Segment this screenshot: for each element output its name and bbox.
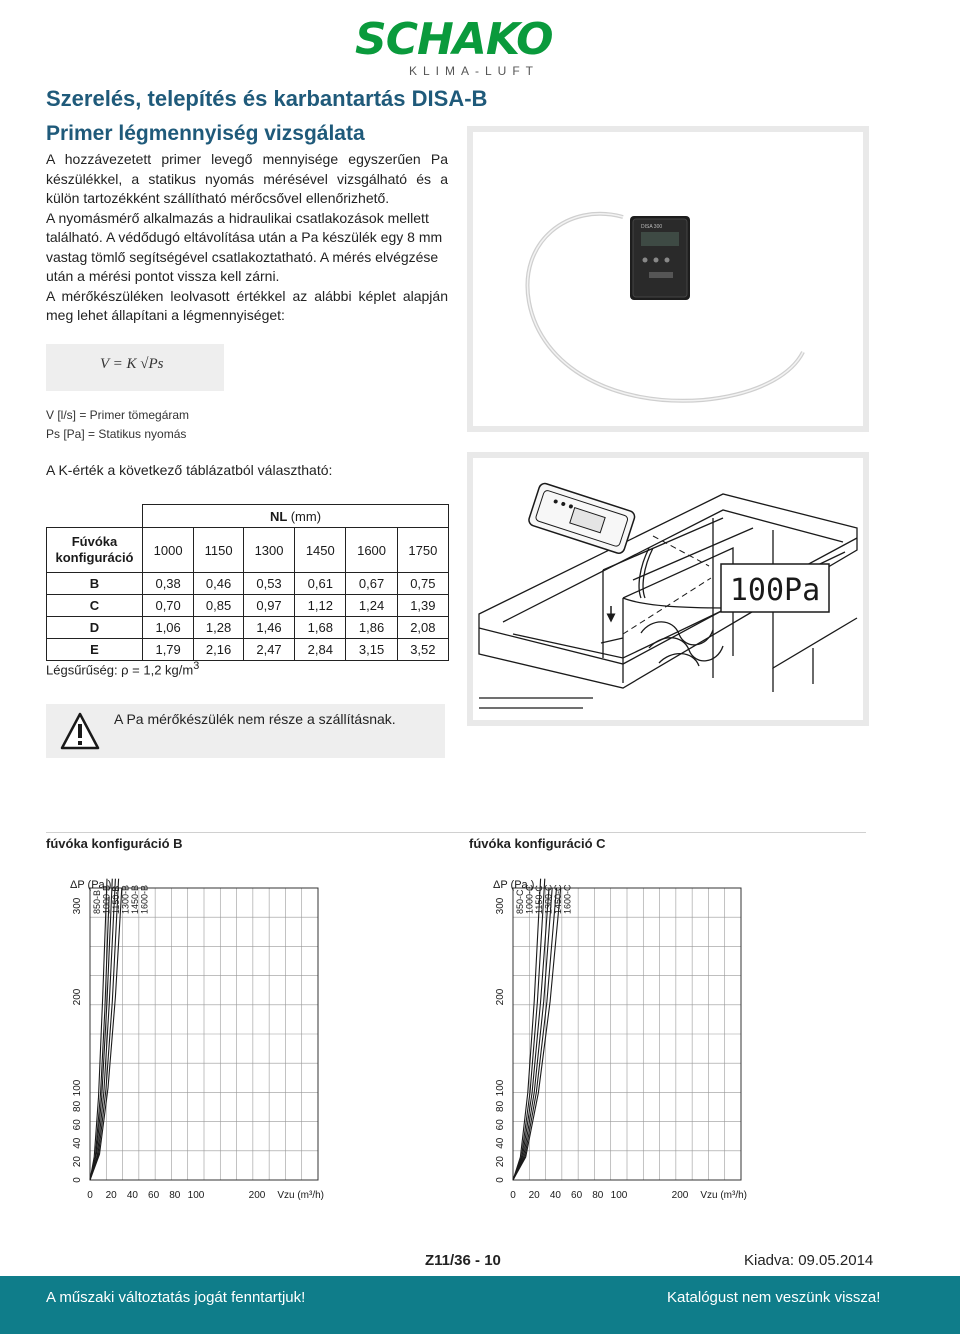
intro-paragraph: A mérőkészüléken leolvasott értékkel az alábbi képlet alapján meg lehet állapítani a légmennyiséget: xyxy=(46,287,448,323)
gauge-model-label: DISA 300 xyxy=(641,224,663,230)
row-label: D xyxy=(47,617,143,639)
grid xyxy=(513,888,741,1180)
definitions xyxy=(46,406,189,444)
table-cell: 0,46 xyxy=(194,573,244,595)
y-axis-label: ΔP (Pa.) xyxy=(70,879,112,891)
divider xyxy=(46,832,866,833)
y-tick-label: 40 xyxy=(495,1137,506,1149)
column-header: 1450 xyxy=(295,528,346,573)
series-label: 1450-B xyxy=(130,884,140,914)
pressure-gauge-image xyxy=(473,132,863,426)
nl-unit: (mm) xyxy=(290,508,322,524)
series-label: 1300-C xyxy=(543,884,554,914)
table-cell: 1,12 xyxy=(295,595,346,617)
column-header: 1150 xyxy=(194,528,244,573)
x-tick-label: 60 xyxy=(148,1190,160,1201)
section-title: Primer légmennyiség vizsgálata xyxy=(46,122,365,145)
x-tick-label: 200 xyxy=(671,1190,689,1201)
table-cell: 1,39 xyxy=(397,595,448,617)
table-cell: 1,86 xyxy=(346,617,397,639)
series-label: 1450-C xyxy=(553,884,563,914)
logo-subtitle: KLIMA-LUFT xyxy=(409,64,540,78)
row-label: C xyxy=(47,595,143,617)
row-label: E xyxy=(47,639,143,661)
warning-icon xyxy=(60,712,100,750)
series-label: 1150-C xyxy=(534,885,544,914)
x-tick-label: 80 xyxy=(592,1190,604,1201)
y-tick-label: 80 xyxy=(495,1100,506,1112)
x-tick-label: 200 xyxy=(248,1190,266,1201)
table-cell: 1,46 xyxy=(243,617,294,639)
logo-wordmark: SCHAKO xyxy=(355,14,553,65)
table-cell: 0,97 xyxy=(243,595,294,617)
table-cell: 0,38 xyxy=(143,573,194,595)
y-tick-label: 200 xyxy=(72,988,83,1006)
intro-text xyxy=(46,150,448,326)
y-tick-label: 100 xyxy=(495,1079,506,1097)
table-cell: 3,52 xyxy=(397,639,448,661)
k-value-intro: A K-érték a következő táblázatból választható: xyxy=(46,462,333,478)
page-number: Z11/36 - 10 xyxy=(425,1252,501,1269)
column-header: 1000 xyxy=(143,528,194,573)
column-header: 1300 xyxy=(243,528,294,573)
column-header: 1750 xyxy=(397,528,448,573)
air-density-exponent: 3 xyxy=(193,660,200,672)
series-line xyxy=(90,879,115,1180)
x-tick-label: 100 xyxy=(187,1190,205,1201)
brand-logo xyxy=(355,14,605,78)
table-cell: 0,70 xyxy=(143,595,194,617)
table-cell: 2,16 xyxy=(194,639,244,661)
table-cell: 1,68 xyxy=(295,617,346,639)
series-label: 1000-B xyxy=(101,884,112,914)
issue-date: Kiadva: 09.05.2014 xyxy=(744,1252,874,1269)
x-tick-label: 0 xyxy=(87,1190,93,1201)
chart-caption-c: fúvóka konfiguráció C xyxy=(469,836,606,851)
table-cell: 2,08 xyxy=(397,617,448,639)
chart-caption-b: fúvóka konfiguráció B xyxy=(46,836,183,851)
y-axis-label: ΔP (Pa.) xyxy=(493,879,535,891)
y-tick-label: 60 xyxy=(495,1119,506,1131)
x-tick-label: 20 xyxy=(528,1190,540,1201)
table-cell: 0,75 xyxy=(397,573,448,595)
table-row xyxy=(47,573,449,595)
table-cell: 1,06 xyxy=(143,617,194,639)
series-label: 1600-C xyxy=(562,884,573,914)
x-tick-label: 80 xyxy=(169,1190,181,1201)
column-header: 1600 xyxy=(346,528,397,573)
table-cell: 2,84 xyxy=(295,639,346,661)
table-cell: 1,28 xyxy=(194,617,244,639)
x-axis-label: Vzu (m³/h) xyxy=(277,1190,324,1201)
gauge-readout: 100Pa xyxy=(729,573,821,608)
table-cell: 1,24 xyxy=(346,595,397,617)
formula: V = K √Ps xyxy=(100,356,164,372)
y-tick-label: 60 xyxy=(72,1119,83,1131)
table-cell: 1,79 xyxy=(143,639,194,661)
y-tick-label: 0 xyxy=(72,1177,83,1183)
row-label: B xyxy=(47,573,143,595)
table-row xyxy=(47,639,449,661)
series-label: 1300-B xyxy=(120,884,131,914)
table-cell: 0,85 xyxy=(194,595,244,617)
y-tick-label: 80 xyxy=(72,1100,83,1112)
footer-right-note: Katalógust nem veszünk vissza! xyxy=(667,1289,881,1306)
row-header: Fúvóka konfiguráció xyxy=(47,528,143,573)
definition-v: V [l/s] = Primer tömegáram xyxy=(46,408,190,422)
table-corner xyxy=(47,505,143,528)
table-cell: 2,47 xyxy=(243,639,294,661)
table-row xyxy=(47,595,449,617)
x-tick-label: 20 xyxy=(105,1190,117,1201)
x-tick-label: 0 xyxy=(510,1190,516,1201)
chart-configuration-b xyxy=(46,858,346,1208)
y-tick-label: 20 xyxy=(72,1156,83,1168)
gauge-photo-panel xyxy=(467,126,869,432)
chart-configuration-c xyxy=(469,858,769,1208)
series-label: 1000-C xyxy=(524,884,535,914)
table-cell: 0,61 xyxy=(295,573,346,595)
nl-header xyxy=(143,505,449,528)
y-tick-label: 20 xyxy=(495,1156,506,1168)
y-tick-label: 200 xyxy=(495,988,506,1006)
series-label: 850-C xyxy=(515,889,525,914)
warning-text: A Pa mérőkészülék nem része a szállításnak. xyxy=(114,711,396,727)
y-tick-label: 300 xyxy=(495,897,506,915)
x-tick-label: 60 xyxy=(571,1190,583,1201)
k-value-table xyxy=(46,504,449,661)
air-density-text: Légsűrűség: ρ = 1,2 kg/m xyxy=(46,662,194,678)
x-axis-label: Vzu (m³/h) xyxy=(700,1190,747,1201)
series-label: 1600-B xyxy=(139,884,150,914)
table-cell: 3,15 xyxy=(346,639,397,661)
series-label: 850-B xyxy=(92,889,102,914)
y-tick-label: 300 xyxy=(72,897,83,915)
y-tick-label: 100 xyxy=(72,1079,83,1097)
x-tick-label: 100 xyxy=(610,1190,628,1201)
intro-paragraph: A nyomásmérő alkalmazás a hidraulikai csatlakozások mellett található. A védődugó eltávolítása után a Pa készülék egy 8 mm vastag tömlő segítségével csatlakoztatható. A mérés elvégzése után a mérési pontot vissza kell zárni. xyxy=(46,209,443,284)
y-tick-label: 0 xyxy=(495,1177,506,1183)
page-title: Szerelés, telepítés és karbantartás DISA-B xyxy=(46,86,488,111)
table-cell: 0,67 xyxy=(346,573,397,595)
table-cell: 0,53 xyxy=(243,573,294,595)
definition-ps: Ps [Pa] = Statikus nyomás xyxy=(46,427,187,441)
x-tick-label: 40 xyxy=(126,1190,138,1201)
y-tick-label: 40 xyxy=(72,1137,83,1149)
nl-label: NL xyxy=(269,508,288,524)
series-label: 1150-B xyxy=(111,885,121,914)
intro-paragraph: A hozzávezetett primer levegő mennyisége egyszerűen Pa készülékkel, a statikus nyomás mérésével vizsgálható és a külön tartozékként szállítható mérőcsővel ellenőrizhető. xyxy=(46,151,448,206)
x-tick-label: 40 xyxy=(549,1190,561,1201)
grid xyxy=(90,885,318,1180)
installation-drawing-panel xyxy=(467,452,869,726)
footer-left-note: A műszaki változtatás jogát fenntartjuk! xyxy=(46,1289,306,1306)
table-row xyxy=(47,617,449,639)
air-density-note xyxy=(46,660,199,677)
installation-drawing xyxy=(473,458,863,720)
